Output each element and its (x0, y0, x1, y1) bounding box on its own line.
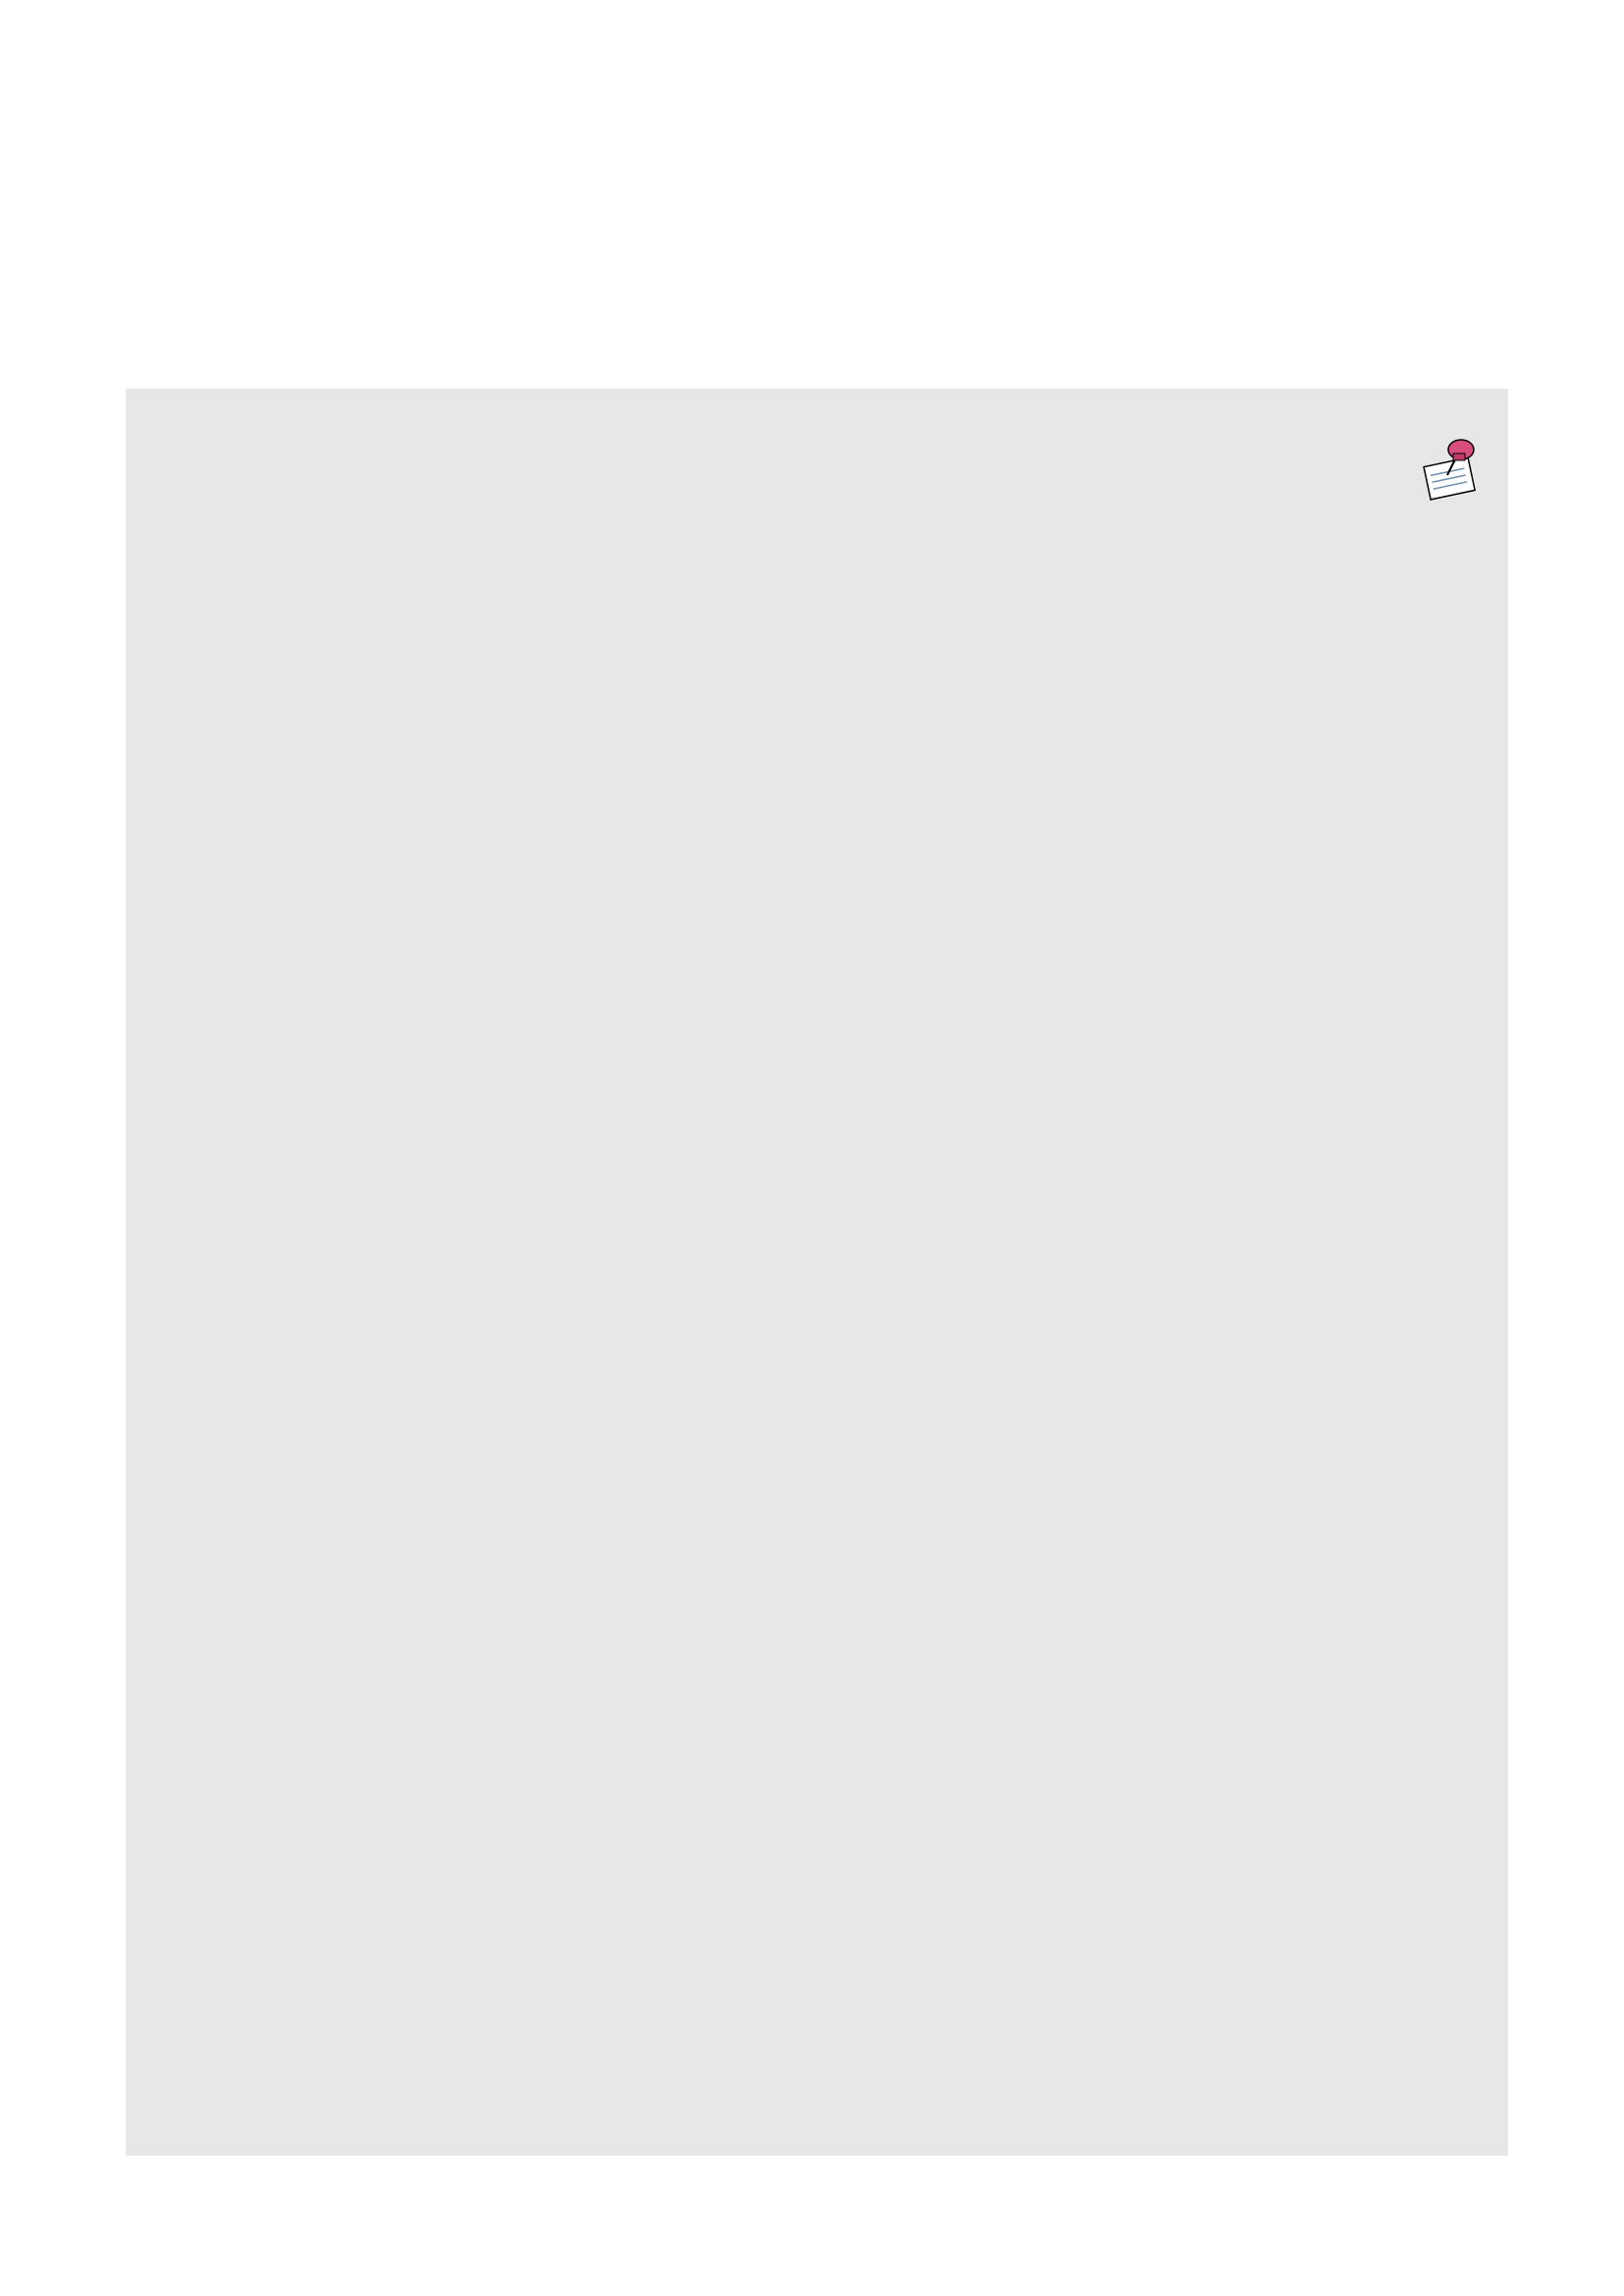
content-panel (126, 389, 1508, 2156)
rectangles-diagram (126, 389, 1508, 713)
